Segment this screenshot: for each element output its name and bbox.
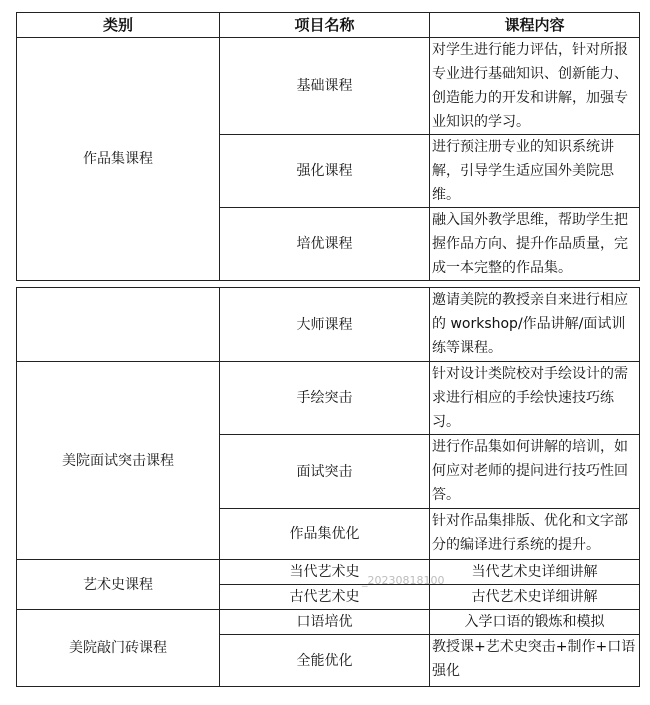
project-name: 全能优化 [220, 635, 430, 687]
project-name: 手绘突击 [220, 362, 430, 435]
project-name: 口语培优 [220, 610, 430, 635]
category-door-opener: 美院敲门砖课程 [17, 610, 220, 687]
project-name: 大师课程 [220, 288, 430, 362]
course-content: 当代艺术史详细讲解 [430, 560, 640, 585]
table-row [17, 362, 640, 435]
watermark: _20230818100 [362, 574, 445, 587]
table-row [17, 38, 640, 135]
header-row [17, 13, 640, 38]
project-name: 培优课程 [220, 208, 430, 281]
header-category: 类别 [17, 13, 220, 38]
category-empty [17, 288, 220, 362]
header-project: 项目名称 [220, 13, 430, 38]
category-portfolio: 作品集课程 [17, 38, 220, 281]
course-table-top [16, 12, 640, 281]
course-content: 针对设计类院校对手绘设计的需求进行相应的手绘快速技巧练习。 [430, 362, 640, 435]
course-content: 邀请美院的教授亲自来进行相应的 workshop/作品讲解/面试训练等课程。 [430, 288, 640, 362]
project-name: 当代艺术史 [220, 560, 430, 585]
course-table-bottom [16, 287, 640, 687]
course-content: 进行作品集如何讲解的培训，如何应对老师的提问进行技巧性回答。 [430, 435, 640, 509]
course-content: 融入国外教学思维，帮助学生把握作品方向、提升作品质量，完成一本完整的作品集。 [430, 208, 640, 281]
project-name: 基础课程 [220, 38, 430, 135]
table-row [17, 560, 640, 585]
table-row [17, 288, 640, 362]
course-content: 进行预注册专业的知识系统讲解，引导学生适应国外美院思维。 [430, 135, 640, 208]
course-content: 入学口语的锻炼和模拟 [430, 610, 640, 635]
project-name: 强化课程 [220, 135, 430, 208]
table-row [17, 610, 640, 635]
project-name: 作品集优化 [220, 509, 430, 560]
course-content: 古代艺术史详细讲解 [430, 585, 640, 610]
course-content: 对学生进行能力评估，针对所报专业进行基础知识、创新能力、创造能力的开发和讲解，加强专业知识的学习。 [430, 38, 640, 135]
course-content: 教授课+艺术史突击+制作+口语强化 [430, 635, 640, 687]
course-content: 针对作品集排版、优化和文字部分的编译进行系统的提升。 [430, 509, 640, 560]
project-name: 古代艺术史 [220, 585, 430, 610]
header-content: 课程内容 [430, 13, 640, 38]
category-art-history: 艺术史课程 [17, 560, 220, 610]
project-name: 面试突击 [220, 435, 430, 509]
category-interview-sprint: 美院面试突击课程 [17, 362, 220, 560]
